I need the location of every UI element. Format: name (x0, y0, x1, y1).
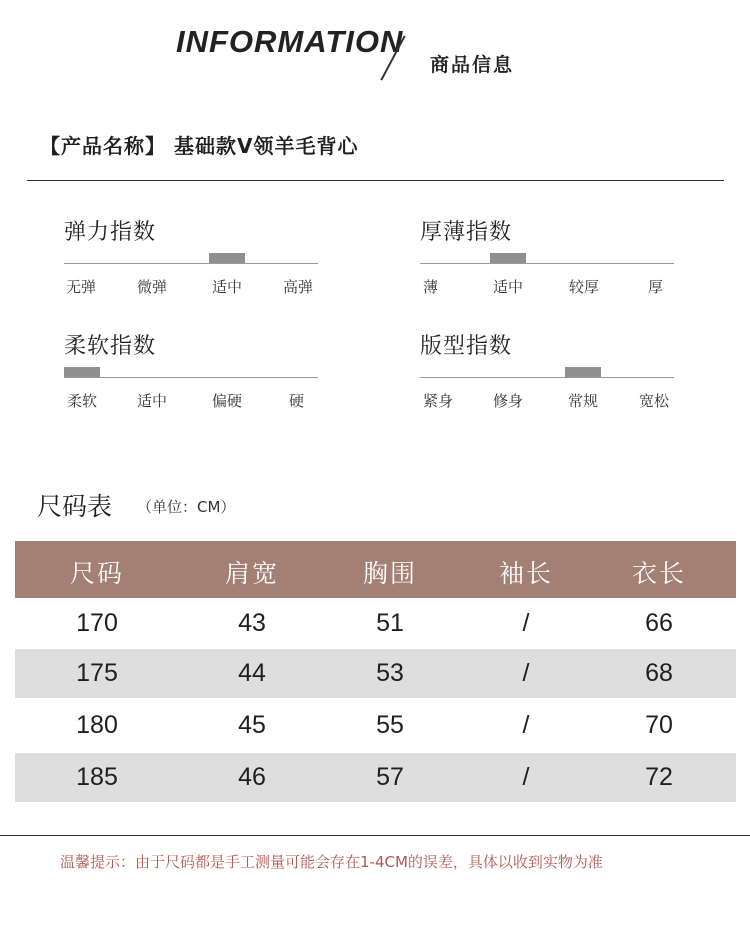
table-row (15, 598, 736, 649)
index-track (420, 263, 674, 264)
footer-divider (0, 835, 750, 836)
index-label: 紧身 (423, 392, 454, 410)
column-header: 尺码 (69, 559, 124, 588)
table-cell: 46 (238, 763, 266, 791)
table-cell: 68 (645, 659, 673, 687)
index-track (64, 377, 318, 378)
index-label: 硬 (289, 392, 305, 410)
table-cell: 66 (645, 609, 673, 637)
index-label: 无弹 (66, 278, 97, 296)
table-cell: 57 (376, 763, 404, 791)
index-thickness (420, 215, 678, 305)
table-row (15, 698, 736, 753)
column-header: 衣长 (631, 559, 686, 588)
table-cell: 175 (76, 659, 118, 687)
table-cell: 185 (76, 763, 118, 791)
table-cell: 43 (238, 609, 266, 637)
column-header: 肩宽 (224, 559, 279, 588)
measurement-tip: 温馨提示：由于尺码都是手工测量可能会存在1-4CM的误差，具体以收到实物为准 (60, 853, 603, 871)
index-label: 适中 (212, 278, 243, 296)
product-name-value: 基础款V领羊毛背心 (173, 134, 359, 158)
index-label: 较厚 (569, 278, 600, 296)
header-title-en: INFORMATION (176, 24, 404, 59)
table-cell: / (522, 711, 530, 739)
column-header: 胸围 (362, 559, 417, 588)
index-label: 宽松 (639, 392, 670, 410)
index-label: 微弹 (137, 278, 168, 296)
index-label: 柔软 (67, 392, 98, 410)
index-fit (420, 329, 678, 419)
table-row (15, 753, 736, 802)
index-title: 版型指数 (420, 334, 513, 359)
index-softness (64, 329, 322, 419)
index-elasticity (64, 215, 322, 305)
size-chart-title: 尺码表 (37, 492, 113, 521)
table-header (15, 541, 736, 598)
index-title: 弹力指数 (64, 220, 157, 245)
index-marker (565, 367, 601, 377)
index-label: 厚 (648, 278, 664, 296)
product-name-label: 【产品名称】 (40, 134, 166, 158)
product-name-row (40, 130, 358, 159)
index-label: 高弹 (283, 278, 314, 296)
index-marker (490, 253, 526, 263)
table-cell: / (522, 609, 530, 637)
table-cell: 51 (376, 609, 404, 637)
index-marker (64, 367, 100, 377)
table-cell: / (522, 659, 530, 687)
table-cell: 72 (645, 763, 673, 791)
table-cell: 53 (376, 659, 404, 687)
index-label: 适中 (137, 392, 168, 410)
index-track (420, 377, 674, 378)
size-chart-unit: （单位：CM） (137, 498, 236, 516)
size-table (15, 541, 736, 802)
section-divider (27, 180, 724, 181)
index-label: 常规 (568, 392, 599, 410)
index-label: 适中 (493, 278, 524, 296)
column-header: 袖长 (498, 559, 553, 588)
index-label: 薄 (423, 278, 439, 296)
header-title-cn: 商品信息 (430, 54, 515, 76)
table-cell: 44 (238, 659, 266, 687)
table-cell: 70 (645, 711, 673, 739)
table-cell: 180 (76, 711, 118, 739)
index-title: 厚薄指数 (420, 220, 513, 245)
table-row (15, 649, 736, 698)
index-label: 偏硬 (212, 392, 243, 410)
index-marker (209, 253, 245, 263)
index-track (64, 263, 318, 264)
table-cell: 45 (238, 711, 266, 739)
table-cell: / (522, 763, 530, 791)
index-label: 修身 (493, 392, 524, 410)
table-cell: 170 (76, 609, 118, 637)
table-cell: 55 (376, 711, 404, 739)
index-title: 柔软指数 (64, 334, 157, 359)
